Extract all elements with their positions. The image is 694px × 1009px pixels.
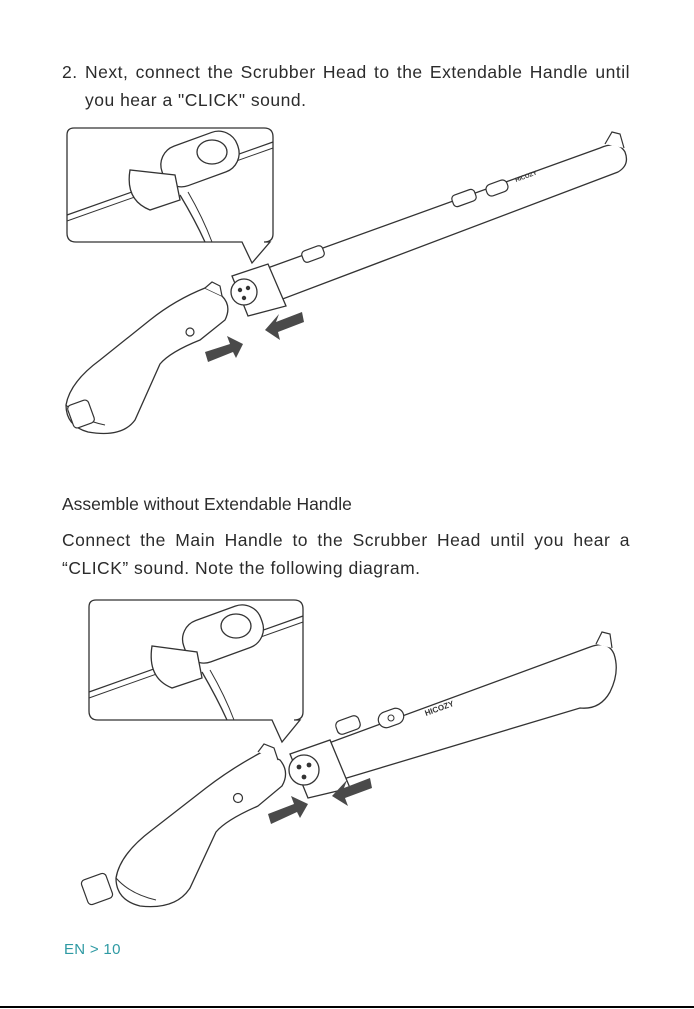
push-arrow-left [265,312,304,340]
figure-without-extendable-handle [0,592,694,922]
push-arrow-right [268,796,308,824]
step-number: 2. [62,62,78,82]
bottom-divider [0,1006,694,1008]
main-handle [66,282,228,434]
main-handle [80,744,285,907]
callout-detail [67,126,273,263]
page-footer: EN > 10 [64,941,121,958]
brand-label: HICOZY [423,699,456,718]
step-2-instruction [62,58,630,114]
section-instruction: Connect the Main Handle to the Scrubber Head until you hear a “CLICK” sound. Note the following diagram. [62,530,630,578]
scrubber-head [289,632,616,798]
section-title: Assemble without Extendable Handle [62,494,352,514]
push-arrow-right [205,336,243,362]
figure-with-extendable-handle [0,120,694,440]
brand-label: HICOZY [514,170,538,184]
callout-detail [89,599,303,742]
extendable-handle [231,132,626,316]
step-2-text: Next, connect the Scrubber Head to the Extendable Handle until you hear a "CLICK" sound. [85,62,630,110]
